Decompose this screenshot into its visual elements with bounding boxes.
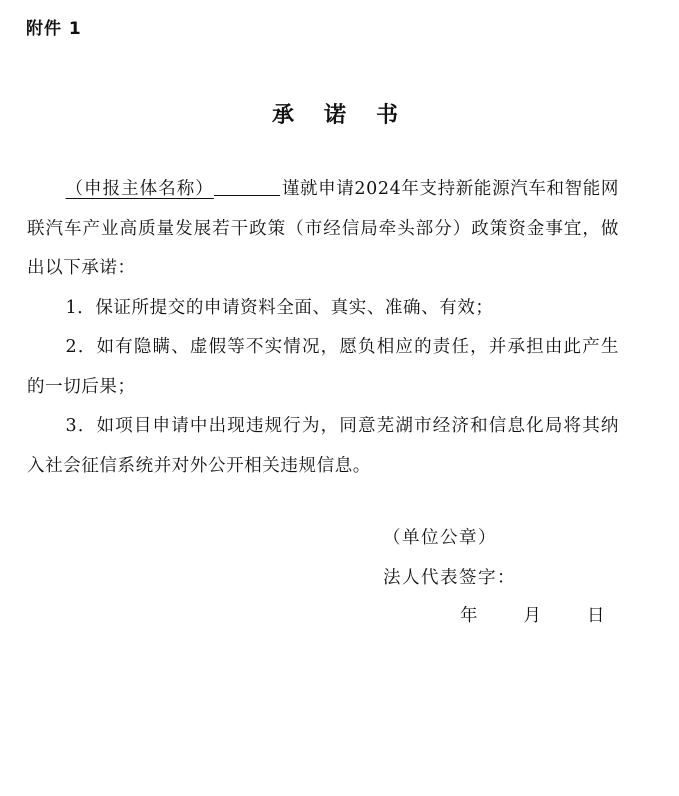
legal-rep-signature-label: 法人代表签字： — [383, 568, 516, 588]
commitment-item-2: 2．如有隐瞒、虚假等不实情况，愿负相应的责任，并承担由此产生的一切后果； — [27, 337, 619, 397]
intro-text: 谨就申请2024年支持新能源汽车和智能网联汽车产业高质量发展若干政策（市经信局牵头部分）政策资金事宜，做出以下承诺： — [27, 179, 619, 278]
commitment-body — [27, 170, 619, 486]
date-year: 年 — [460, 606, 478, 626]
attachment-label: 附件 1 — [26, 19, 82, 39]
document-title: 承诺书 — [271, 102, 428, 128]
commitment-item-3: 3．如项目申请中出现违规行为，同意芜湖市经济和信息化局将其纳入社会征信系统并对外公开相关违规信息。 — [27, 416, 619, 476]
subject-name-blank: （申报主体名称） — [65, 179, 214, 199]
subject-name-underline — [214, 177, 280, 196]
date-line — [460, 602, 605, 627]
date-day: 日 — [587, 606, 605, 626]
seal-label: （单位公章） — [383, 528, 497, 548]
intro-paragraph — [27, 170, 619, 289]
commitment-item-1: 1．保证所提交的申请资料全面、真实、准确、有效； — [65, 297, 494, 318]
date-month: 月 — [523, 606, 541, 626]
